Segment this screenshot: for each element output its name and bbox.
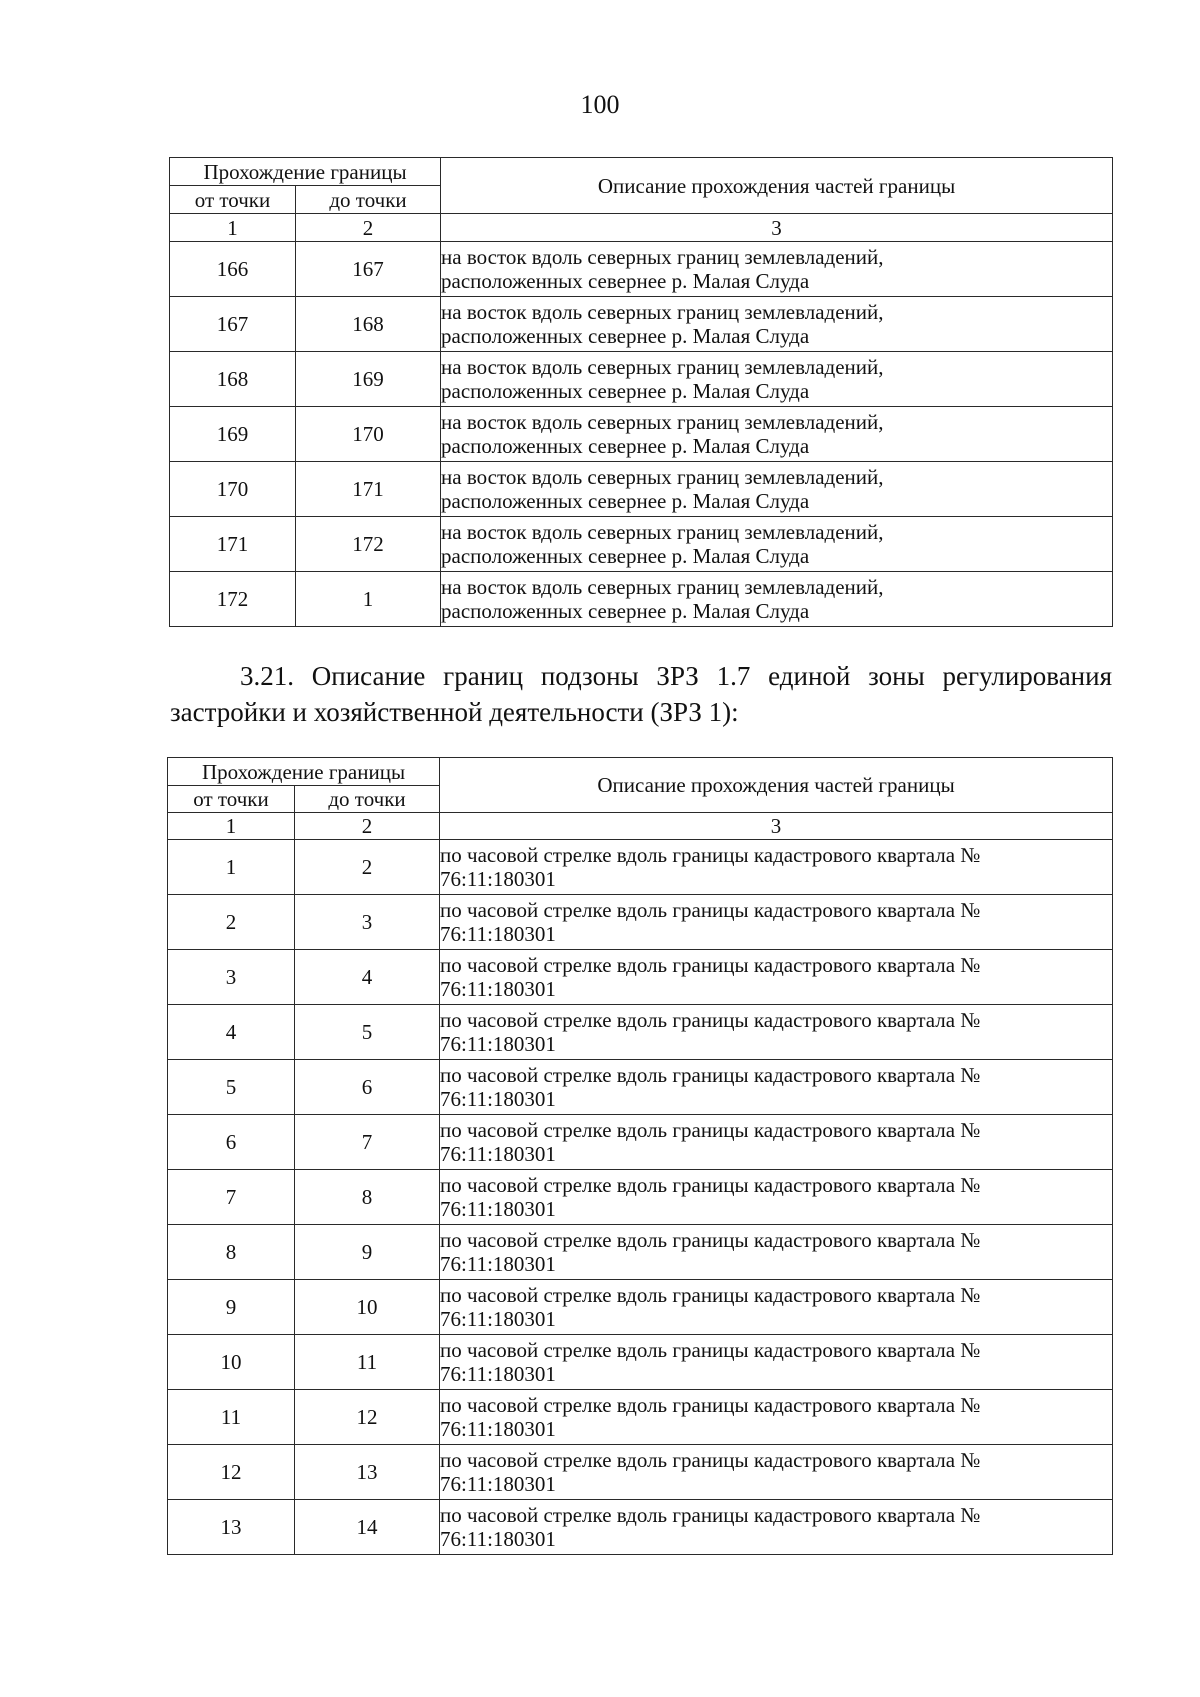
to-point: 10 [295, 1280, 440, 1335]
description-line: 76:11:180301 [440, 1032, 556, 1056]
boundary-description [441, 407, 1113, 462]
to-point: 7 [295, 1115, 440, 1170]
to-point: 171 [296, 462, 441, 517]
from-point: 172 [170, 572, 296, 627]
to-point: 170 [296, 407, 441, 462]
from-point: 169 [170, 407, 296, 462]
header-from-point: от точки [168, 786, 295, 813]
description-line: на восток вдоль северных границ землевладений, [441, 520, 884, 544]
boundary-description [441, 242, 1113, 297]
header-from-point: от точки [170, 186, 296, 214]
header-passage: Прохождение границы [170, 158, 441, 186]
description-line: по часовой стрелке вдоль границы кадастрового квартала № [440, 1008, 981, 1032]
boundary-table-1 [169, 157, 1113, 627]
from-point: 7 [168, 1170, 295, 1225]
description-line: по часовой стрелке вдоль границы кадастрового квартала № [440, 1503, 981, 1527]
boundary-table-2 [167, 757, 1113, 1555]
column-number: 1 [168, 813, 295, 840]
to-point: 172 [296, 517, 441, 572]
description-line: по часовой стрелке вдоль границы кадастрового квартала № [440, 1448, 981, 1472]
description-line: на восток вдоль северных границ землевладений, [441, 300, 884, 324]
from-point: 2 [168, 895, 295, 950]
boundary-description [441, 572, 1113, 627]
description-line: 76:11:180301 [440, 1472, 556, 1496]
description-line: 76:11:180301 [440, 1527, 556, 1551]
from-point: 13 [168, 1500, 295, 1555]
table-row [168, 1060, 1113, 1115]
description-line: 76:11:180301 [440, 1197, 556, 1221]
from-point: 10 [168, 1335, 295, 1390]
description-line: 76:11:180301 [440, 1087, 556, 1111]
description-line: по часовой стрелке вдоль границы кадастрового квартала № [440, 1173, 981, 1197]
description-line: на восток вдоль северных границ землевладений, [441, 355, 884, 379]
from-point: 170 [170, 462, 296, 517]
table-row [168, 895, 1113, 950]
from-point: 1 [168, 840, 295, 895]
boundary-description [440, 1115, 1113, 1170]
description-line: по часовой стрелке вдоль границы кадастрового квартала № [440, 843, 981, 867]
boundary-description [440, 840, 1113, 895]
page-number: 100 [580, 90, 620, 119]
to-point: 168 [296, 297, 441, 352]
table-row [168, 1390, 1113, 1445]
from-point: 12 [168, 1445, 295, 1500]
boundary-description [440, 895, 1113, 950]
description-line: расположенных севернее р. Малая Слуда [441, 599, 810, 623]
boundary-description [440, 1225, 1113, 1280]
from-point: 9 [168, 1280, 295, 1335]
boundary-description [441, 352, 1113, 407]
column-number: 3 [441, 214, 1113, 242]
from-point: 167 [170, 297, 296, 352]
table-row [170, 462, 1113, 517]
from-point: 8 [168, 1225, 295, 1280]
description-line: расположенных севернее р. Малая Слуда [441, 489, 810, 513]
to-point: 1 [296, 572, 441, 627]
description-line: по часовой стрелке вдоль границы кадастрового квартала № [440, 1393, 981, 1417]
description-line: расположенных севернее р. Малая Слуда [441, 434, 810, 458]
section-heading-line: 3.21. Описание границ подзоны ЗРЗ 1.7 единой зоны регулирования [240, 661, 1112, 691]
to-point: 3 [295, 895, 440, 950]
table-row [170, 242, 1113, 297]
to-point: 14 [295, 1500, 440, 1555]
table-row [168, 1500, 1113, 1555]
to-point: 2 [295, 840, 440, 895]
column-number: 2 [296, 214, 441, 242]
header-to-point: до точки [295, 786, 440, 813]
boundary-description [441, 297, 1113, 352]
description-line: по часовой стрелке вдоль границы кадастрового квартала № [440, 898, 981, 922]
header-description: Описание прохождения частей границы [440, 758, 1113, 813]
boundary-description [441, 462, 1113, 517]
from-point: 6 [168, 1115, 295, 1170]
table-row [170, 297, 1113, 352]
to-point: 12 [295, 1390, 440, 1445]
description-line: 76:11:180301 [440, 867, 556, 891]
description-line: на восток вдоль северных границ землевладений, [441, 465, 884, 489]
header-description: Описание прохождения частей границы [441, 158, 1113, 214]
description-line: расположенных севернее р. Малая Слуда [441, 269, 810, 293]
table-row [170, 572, 1113, 627]
description-line: 76:11:180301 [440, 977, 556, 1001]
column-number: 3 [440, 813, 1113, 840]
from-point: 3 [168, 950, 295, 1005]
description-line: 76:11:180301 [440, 1362, 556, 1386]
description-line: по часовой стрелке вдоль границы кадастрового квартала № [440, 1118, 981, 1142]
header-passage: Прохождение границы [168, 758, 440, 786]
table-row [168, 950, 1113, 1005]
boundary-description [440, 1500, 1113, 1555]
boundary-description [440, 1390, 1113, 1445]
from-point: 11 [168, 1390, 295, 1445]
to-point: 167 [296, 242, 441, 297]
header-to-point: до точки [296, 186, 441, 214]
description-line: расположенных севернее р. Малая Слуда [441, 379, 810, 403]
description-line: по часовой стрелке вдоль границы кадастрового квартала № [440, 953, 981, 977]
table-row [168, 1115, 1113, 1170]
boundary-description [440, 1280, 1113, 1335]
from-point: 4 [168, 1005, 295, 1060]
to-point: 8 [295, 1170, 440, 1225]
table-row [170, 407, 1113, 462]
boundary-description [441, 517, 1113, 572]
to-point: 13 [295, 1445, 440, 1500]
to-point: 5 [295, 1005, 440, 1060]
description-line: расположенных севернее р. Малая Слуда [441, 544, 810, 568]
description-line: по часовой стрелке вдоль границы кадастрового квартала № [440, 1283, 981, 1307]
to-point: 6 [295, 1060, 440, 1115]
table-row [168, 1280, 1113, 1335]
boundary-description [440, 1170, 1113, 1225]
table-row [170, 517, 1113, 572]
table-row [168, 1005, 1113, 1060]
description-line: по часовой стрелке вдоль границы кадастрового квартала № [440, 1063, 981, 1087]
boundary-description [440, 1335, 1113, 1390]
description-line: 76:11:180301 [440, 1252, 556, 1276]
boundary-description [440, 1060, 1113, 1115]
description-line: по часовой стрелке вдоль границы кадастрового квартала № [440, 1338, 981, 1362]
table-row [168, 1445, 1113, 1500]
table-row [168, 840, 1113, 895]
description-line: 76:11:180301 [440, 1142, 556, 1166]
from-point: 166 [170, 242, 296, 297]
to-point: 11 [295, 1335, 440, 1390]
section-heading [170, 658, 1112, 730]
from-point: 168 [170, 352, 296, 407]
description-line: 76:11:180301 [440, 1307, 556, 1331]
description-line: на восток вдоль северных границ землевладений, [441, 245, 884, 269]
table-row [168, 1170, 1113, 1225]
from-point: 171 [170, 517, 296, 572]
section-heading-line: застройки и хозяйственной деятельности (ЗРЗ 1): [170, 697, 739, 727]
column-number: 2 [295, 813, 440, 840]
table-row [168, 1335, 1113, 1390]
table-row [170, 352, 1113, 407]
description-line: 76:11:180301 [440, 922, 556, 946]
to-point: 9 [295, 1225, 440, 1280]
boundary-description [440, 950, 1113, 1005]
description-line: по часовой стрелке вдоль границы кадастрового квартала № [440, 1228, 981, 1252]
column-number: 1 [170, 214, 296, 242]
description-line: 76:11:180301 [440, 1417, 556, 1441]
boundary-description [440, 1445, 1113, 1500]
table-row [168, 1225, 1113, 1280]
from-point: 5 [168, 1060, 295, 1115]
description-line: на восток вдоль северных границ землевладений, [441, 575, 884, 599]
description-line: расположенных севернее р. Малая Слуда [441, 324, 810, 348]
boundary-description [440, 1005, 1113, 1060]
to-point: 4 [295, 950, 440, 1005]
to-point: 169 [296, 352, 441, 407]
description-line: на восток вдоль северных границ землевладений, [441, 410, 884, 434]
